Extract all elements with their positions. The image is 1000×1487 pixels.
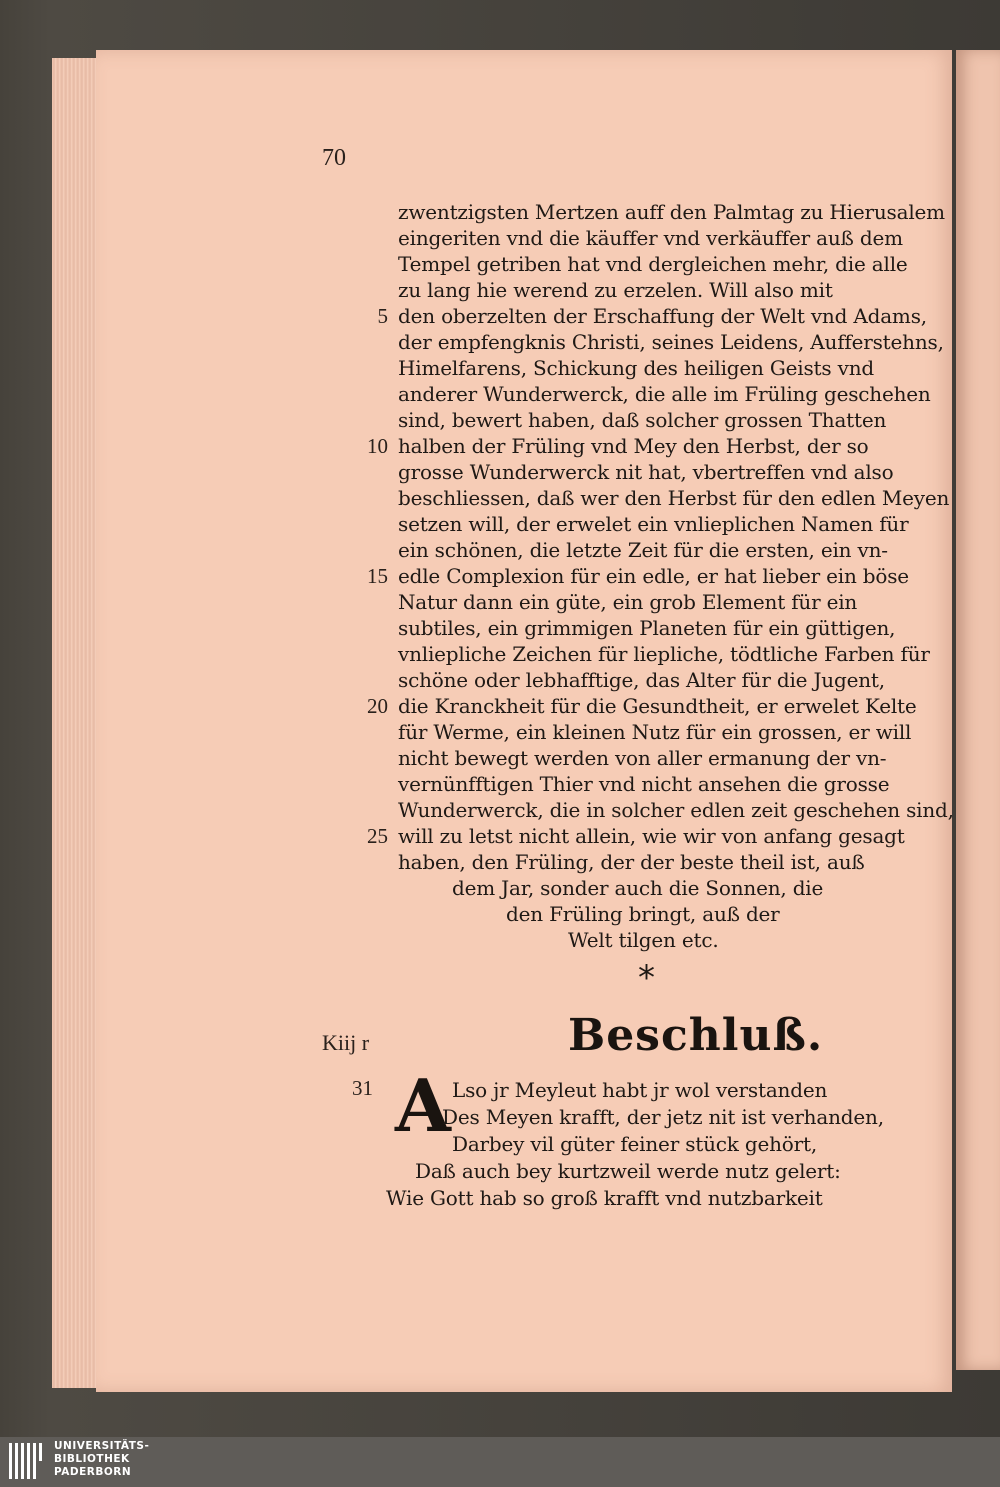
library-name (54, 1440, 149, 1479)
section-title: Beschluß. (568, 1010, 824, 1061)
body-line: schöne oder lebhafftige, das Alter für die Jugent, (398, 668, 885, 692)
body-line: Tempel getriben hat vnd dergleichen mehr, die alle (398, 252, 908, 276)
body-line: die Kranckheit für die Gesundtheit, er erwelet Kelte (398, 694, 917, 718)
body-line: anderer Wunderwerck, die alle im Früling geschehen (398, 382, 931, 406)
body-line: Welt tilgen etc. (568, 928, 719, 952)
body-line: der empfengknis Christi, seines Leidens, Aufferstehns, (398, 330, 944, 354)
library-name-line: UNIVERSITÄTS- (54, 1440, 150, 1452)
line-number: 10 (367, 434, 388, 458)
line-number: 20 (367, 694, 388, 718)
body-line: ein schönen, die letzte Zeit für die ersten, ein vn- (398, 538, 888, 562)
library-logo-icon (8, 1441, 48, 1481)
body-line: vnliepliche Zeichen für liepliche, tödtliche Farben für (398, 642, 930, 666)
verse-line: Lso jr Meyleut habt jr wol verstanden (452, 1078, 828, 1102)
body-line: zwentzigsten Mertzen auff den Palmtag zu Hierusalem (398, 200, 945, 224)
body-line: subtiles, ein grimmigen Planeten für ein güttigen, (398, 616, 896, 640)
book-page-edges (52, 58, 101, 1388)
line-number: 5 (377, 304, 388, 328)
body-line: nicht bewegt werden von aller ermanung der vn- (398, 746, 887, 770)
library-footer-bar (0, 1437, 1000, 1487)
line-number: 15 (367, 564, 388, 588)
verse-number: 31 (352, 1076, 373, 1100)
facing-page-edge (956, 50, 1000, 1370)
body-line: halben der Früling vnd Mey den Herbst, der so (398, 434, 869, 458)
verse-line: Darbey vil güter feiner stück gehört, (452, 1132, 817, 1156)
body-line: sind, bewert haben, daß solcher grossen Thatten (398, 408, 887, 432)
body-line: eingeriten vnd die käuffer vnd verkäuffer auß dem (398, 226, 903, 250)
library-name-line: BIBLIOTHEK (54, 1453, 130, 1465)
line-number: 25 (367, 824, 388, 848)
verse-line: Des Meyen krafft, der jetz nit ist verhanden, (442, 1105, 884, 1129)
printer-signature-mark: Kiij r (322, 1030, 370, 1055)
body-line: den Früling bringt, auß der (506, 902, 780, 926)
body-line: vernünfftigen Thier vnd nicht ansehen die grosse (398, 772, 890, 796)
body-line: edle Complexion für ein edle, er hat lieber ein böse (398, 564, 909, 588)
body-line: grosse Wunderwerck nit hat, vbertreffen vnd also (398, 460, 894, 484)
body-line: Himelfarens, Schickung des heiligen Geists vnd (398, 356, 874, 380)
body-line: den oberzelten der Erschaffung der Welt vnd Adams, (398, 304, 927, 328)
body-line: zu lang hie werend zu erzelen. Will also mit (398, 278, 833, 302)
body-line: Wunderwerck, die in solcher edlen zeit geschehen sind, (398, 798, 954, 822)
body-line: will zu letst nicht allein, wie wir von anfang gesagt (398, 824, 905, 848)
section-divider-asterisk: * (638, 958, 655, 998)
body-line: dem Jar, sonder auch die Sonnen, die (452, 876, 824, 900)
library-name-line: PADERBORN (54, 1466, 132, 1478)
body-line: beschliessen, daß wer den Herbst für den edlen Meyen (398, 486, 950, 510)
body-line: haben, den Früling, der der beste theil ist, auß (398, 850, 865, 874)
body-line: für Werme, ein kleinen Nutz für ein grossen, er will (398, 720, 912, 744)
drop-cap-initial: A (395, 1063, 451, 1148)
verse-line: Wie Gott hab so groß krafft vnd nutzbarkeit (386, 1186, 823, 1210)
body-line: setzen will, der erwelet ein vnlieplichen Namen für (398, 512, 909, 536)
verse-line: Daß auch bey kurtzweil werde nutz gelert: (415, 1159, 841, 1183)
page-number: 70 (322, 145, 346, 171)
body-line: Natur dann ein güte, ein grob Element für ein (398, 590, 858, 614)
